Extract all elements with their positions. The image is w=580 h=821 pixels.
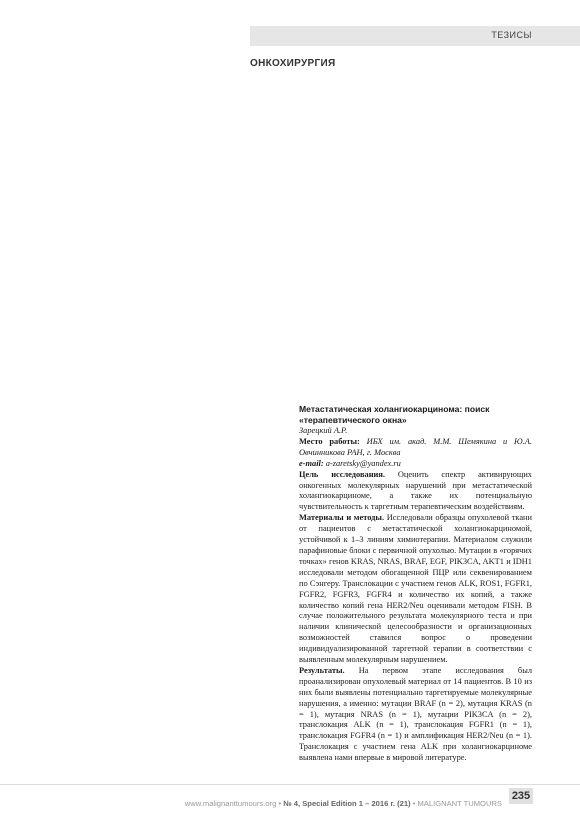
footer-issue: № 4, Special Edition 1 – 2016 г. (21) bbox=[283, 799, 411, 808]
methods-paragraph bbox=[299, 513, 532, 666]
aim-label: Цель исследования. bbox=[299, 469, 385, 479]
footer-journal: MALIGNANT TUMOURS bbox=[417, 799, 502, 808]
running-header-bar bbox=[250, 26, 580, 46]
running-header-label: ТЕЗИСЫ bbox=[491, 30, 532, 40]
abstract-article bbox=[299, 404, 532, 764]
workplace-line bbox=[299, 437, 532, 459]
page-number: 235 bbox=[509, 788, 533, 804]
email-label: e-mail: bbox=[299, 458, 324, 468]
aim-text: Оценить спектр активирующих онкогенных молекулярных нарушений при метастатической холангиокарциноме, а также их потенциальную чувствительность к таргетным терапевтическим воздействиям. bbox=[299, 469, 532, 512]
footer-separator: • bbox=[276, 799, 284, 808]
email-line bbox=[299, 459, 532, 470]
workplace-label: Место работы: bbox=[299, 436, 360, 446]
section-title: ОНКОХИРУРГИЯ bbox=[250, 58, 336, 69]
methods-label: Материалы и методы. bbox=[299, 513, 385, 523]
article-authors: Зарецкий А.Р. bbox=[299, 426, 348, 435]
methods-text: Исследовали образцы опухолевой ткани от пациентов с метастатической холангиокарциномой, устойчивой к 1–3 линиям химиотерапии. Материалом служили парафиновые блоки с первичной опухолью. Мутации в «горячих точках» генов KRAS, NRAS, BRAF, EGF, PIK3CA, AKT1 и IDH1 исследовали методом обогащенной ПЦР или секвенированием по Сэнгеру. Транслокации с участием генов ALK, ROS1, FGFR1, FGFR2, FGFR3, FGFR4 и количество их копий, а также количество копий гена HER2/Neu оценивали методом FISH. В случае положительного результата молекулярного теста и при наличии клинической целесообразности и организационных возможностей ставился вопрос о проведении индивидуализированной таргетной терапии в соответствии с выявленным молекулярным нарушением. bbox=[299, 513, 532, 665]
workplace-value: ИБХ им. акад. М.М. Шемякина и Ю.А. Овчинникова РАН, г. Москва bbox=[299, 436, 532, 457]
email-value[interactable]: a-zaretsky@yandex.ru bbox=[325, 458, 401, 468]
footer-site-link[interactable]: www.malignanttumours.org bbox=[184, 799, 277, 808]
footer-text bbox=[185, 799, 502, 808]
article-title: Метастатическая холангиокарцинома: поиск «терапевтического окна» bbox=[299, 404, 490, 425]
results-paragraph bbox=[299, 666, 532, 764]
results-text: На первом этапе исследования был проанализирован опухолевый материал от 14 пациентов. В 10 из них были выявлены потенциально таргетируемые молекулярные нарушения, а именно: мутации BRAF (n = 2), мутация KRAS (n = 1), мутация NRAS (n = 1), мутации PIK3CA (n = 2), транслокация ALK (n = 1), транслокация FGFR1 (n = 1), транслокация FGFR4 (n = 1) и амплификация HER2/Neu (n = 1). Транслокация с участием гена ALK при холангиокарциноме выявлена нами впервые в мировой литературе. bbox=[299, 665, 532, 763]
footer-separator: • bbox=[410, 799, 418, 808]
aim-paragraph bbox=[299, 470, 532, 514]
results-label: Результаты. bbox=[299, 665, 345, 675]
page-footer bbox=[0, 784, 580, 821]
